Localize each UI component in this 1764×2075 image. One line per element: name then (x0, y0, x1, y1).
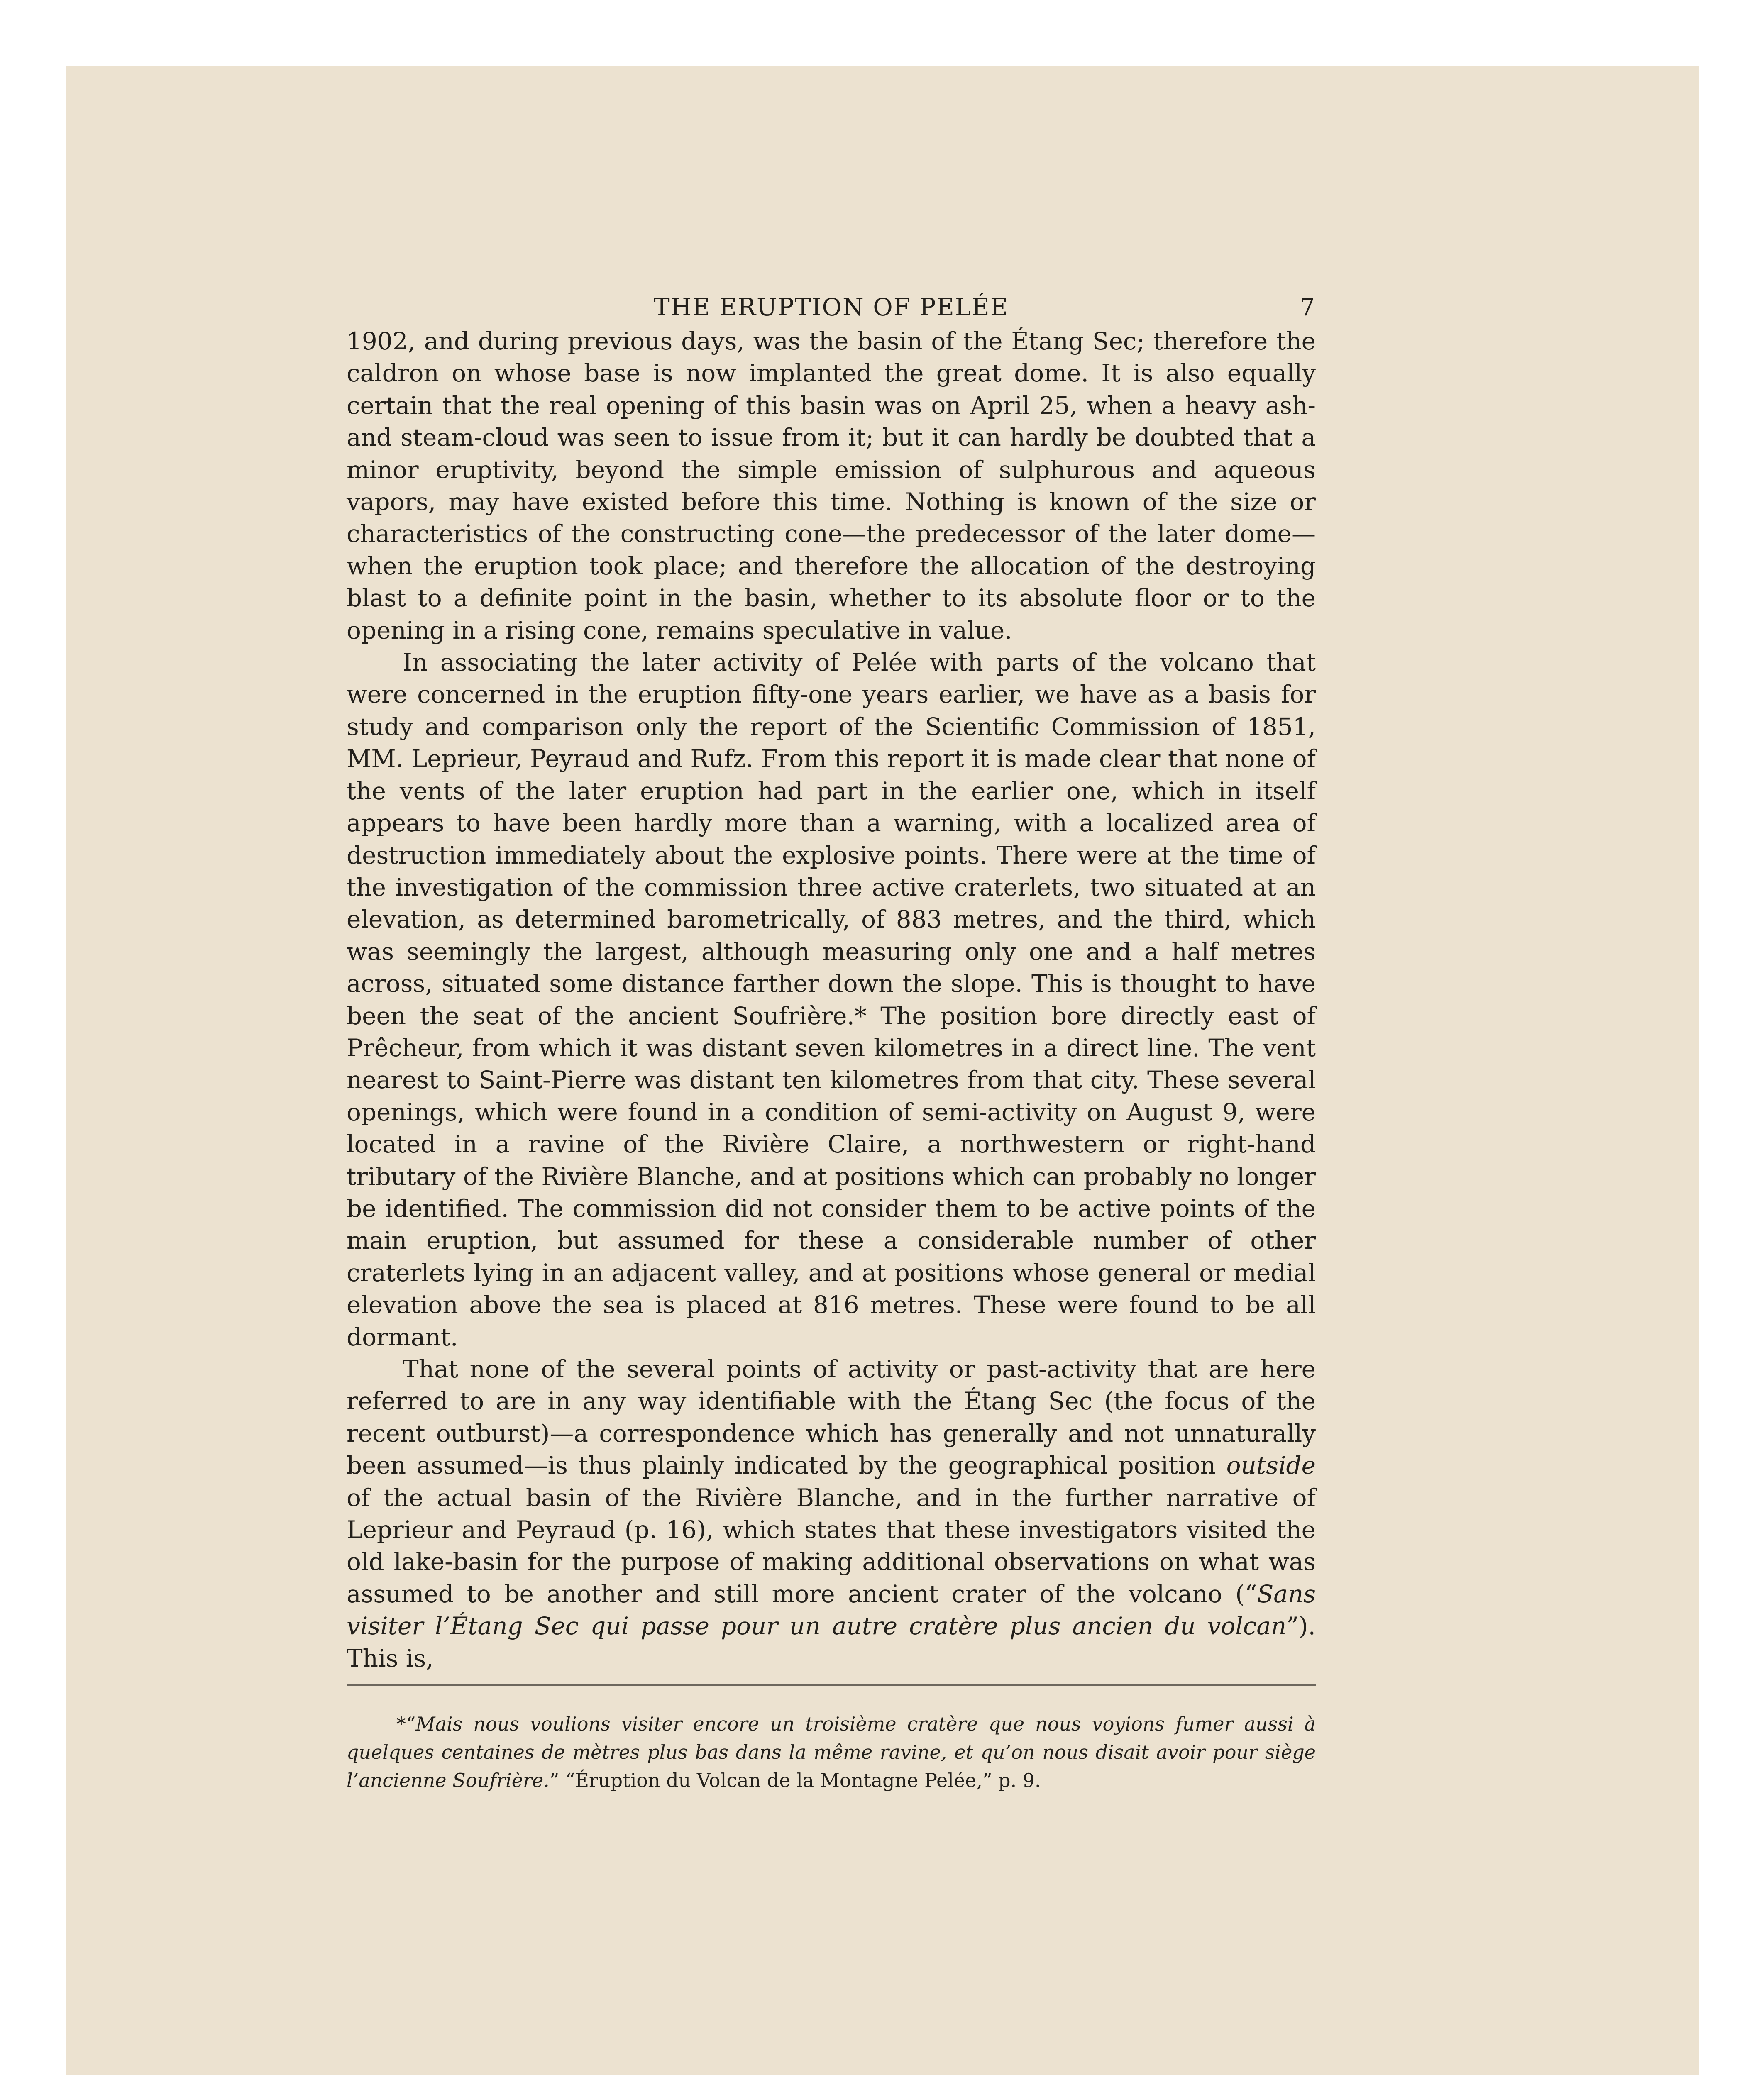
footnote (347, 1710, 1316, 1794)
footnote-marker: *“ (396, 1713, 416, 1736)
paragraph-1: 1902, and during previous days, was the basin of the Étang Sec; therefore the caldron on whose base is now implanted the great dome. It is also equally certain that the real opening of this basin was on April 25, when a heavy ash- and steam-cloud was seen to issue from it; but it can hardly be doubted that a minor eruptivity, beyond the simple emission of sulphurous and aqueous vapors, may have existed before this time. Nothing is known of the size or characteristics of the constructing cone—the predecessor of the later dome—when the eruption took place; and therefore the allocation of the destroying blast to a definite point in the basin, whether to its absolute floor or to the opening in a rising cone, remains speculative in value. (347, 327, 1316, 644)
running-head (347, 290, 1316, 324)
paragraph-3-italic-outside: outside (1226, 1451, 1316, 1480)
paragraph-3-text-a: That none of the several points of activity or past-activity that are here referred to are in any way identifiable with the Étang Sec (the focus of the recent outburst)—a correspondence which has generally and not unnaturally been assumed—is thus plainly indicated by the geographical position (347, 1355, 1316, 1480)
paragraph-2: In associating the later activity of Pelée with parts of the volcano that were concerned in the eruption fifty-one years earlier, we have as a basis for study and comparison only the report of the Scientific Commission of 1851, MM. Leprieur, Peyraud and Rufz. From this report it is made clear that none of the vents of the later eruption had part in the earlier one, which in itself appears to have been hardly more than a warning, with a localized area of destruction immediately about the explosive points. There were at the time of the investigation of the commission three active craterlets, two situated at an elevation, as determined barometrically, of 883 metres, and the third, which was seemingly the largest, although measuring only one and a half metres across, situated some distance farther down the slope. This is thought to have been the seat of the ancient Soufrière.* The position bore directly east of Prêcheur, from which it was distant seven kilometres in a direct line. The vent nearest to Saint-Pierre was distant ten kilometres from that city. These several openings, which were found in a condition of semi-activity on August 9, were located in a ravine of the Rivière Claire, a northwestern or right-hand tributary of the Rivière Blanche, and at positions which can probably no longer be identified. The commission did not consider them to be active points of the main eruption, but assumed for these a considerable number of other craterlets lying in an adjacent valley, and at positions whose general or medial elevation above the sea is placed at 816 metres. These were found to be all dormant. (347, 648, 1316, 1351)
footnote-rule (347, 1684, 1316, 1686)
paragraph-3-text-b: of the actual basin of the Rivière Blanche, and in the further narrative of Leprieur and Peyraud (p. 16), which states that these investigators visited the old lake-basin for the purpose of making additional observations on what was assumed to be another and still more ancient crater of the volcano (“ (347, 1483, 1316, 1608)
running-head-title: THE ERUPTION OF PELÉE (653, 293, 1009, 321)
paragraph-3 (347, 1353, 1316, 1675)
footnote-french-quote: Mais nous voulions visiter encore un troisième cratère que nous voyions fumer aussi à quelques centaines de mètres plus bas dans la même ravine, et qu’on nous disait avoir pour siège l’ancienne Soufrière. (347, 1713, 1316, 1792)
text-column (347, 290, 1316, 1794)
footnote-citation: ” “Éruption du Volcan de la Montagne Pelée,” p. 9. (549, 1769, 1041, 1792)
paragraph-3-text-c: ”). This is, (347, 1612, 1316, 1672)
page-number: 7 (1300, 293, 1316, 321)
paragraph-3-french-quote: Sans visiter l’Étang Sec qui passe pour un autre cratère plus ancien du volcan (347, 1579, 1316, 1640)
